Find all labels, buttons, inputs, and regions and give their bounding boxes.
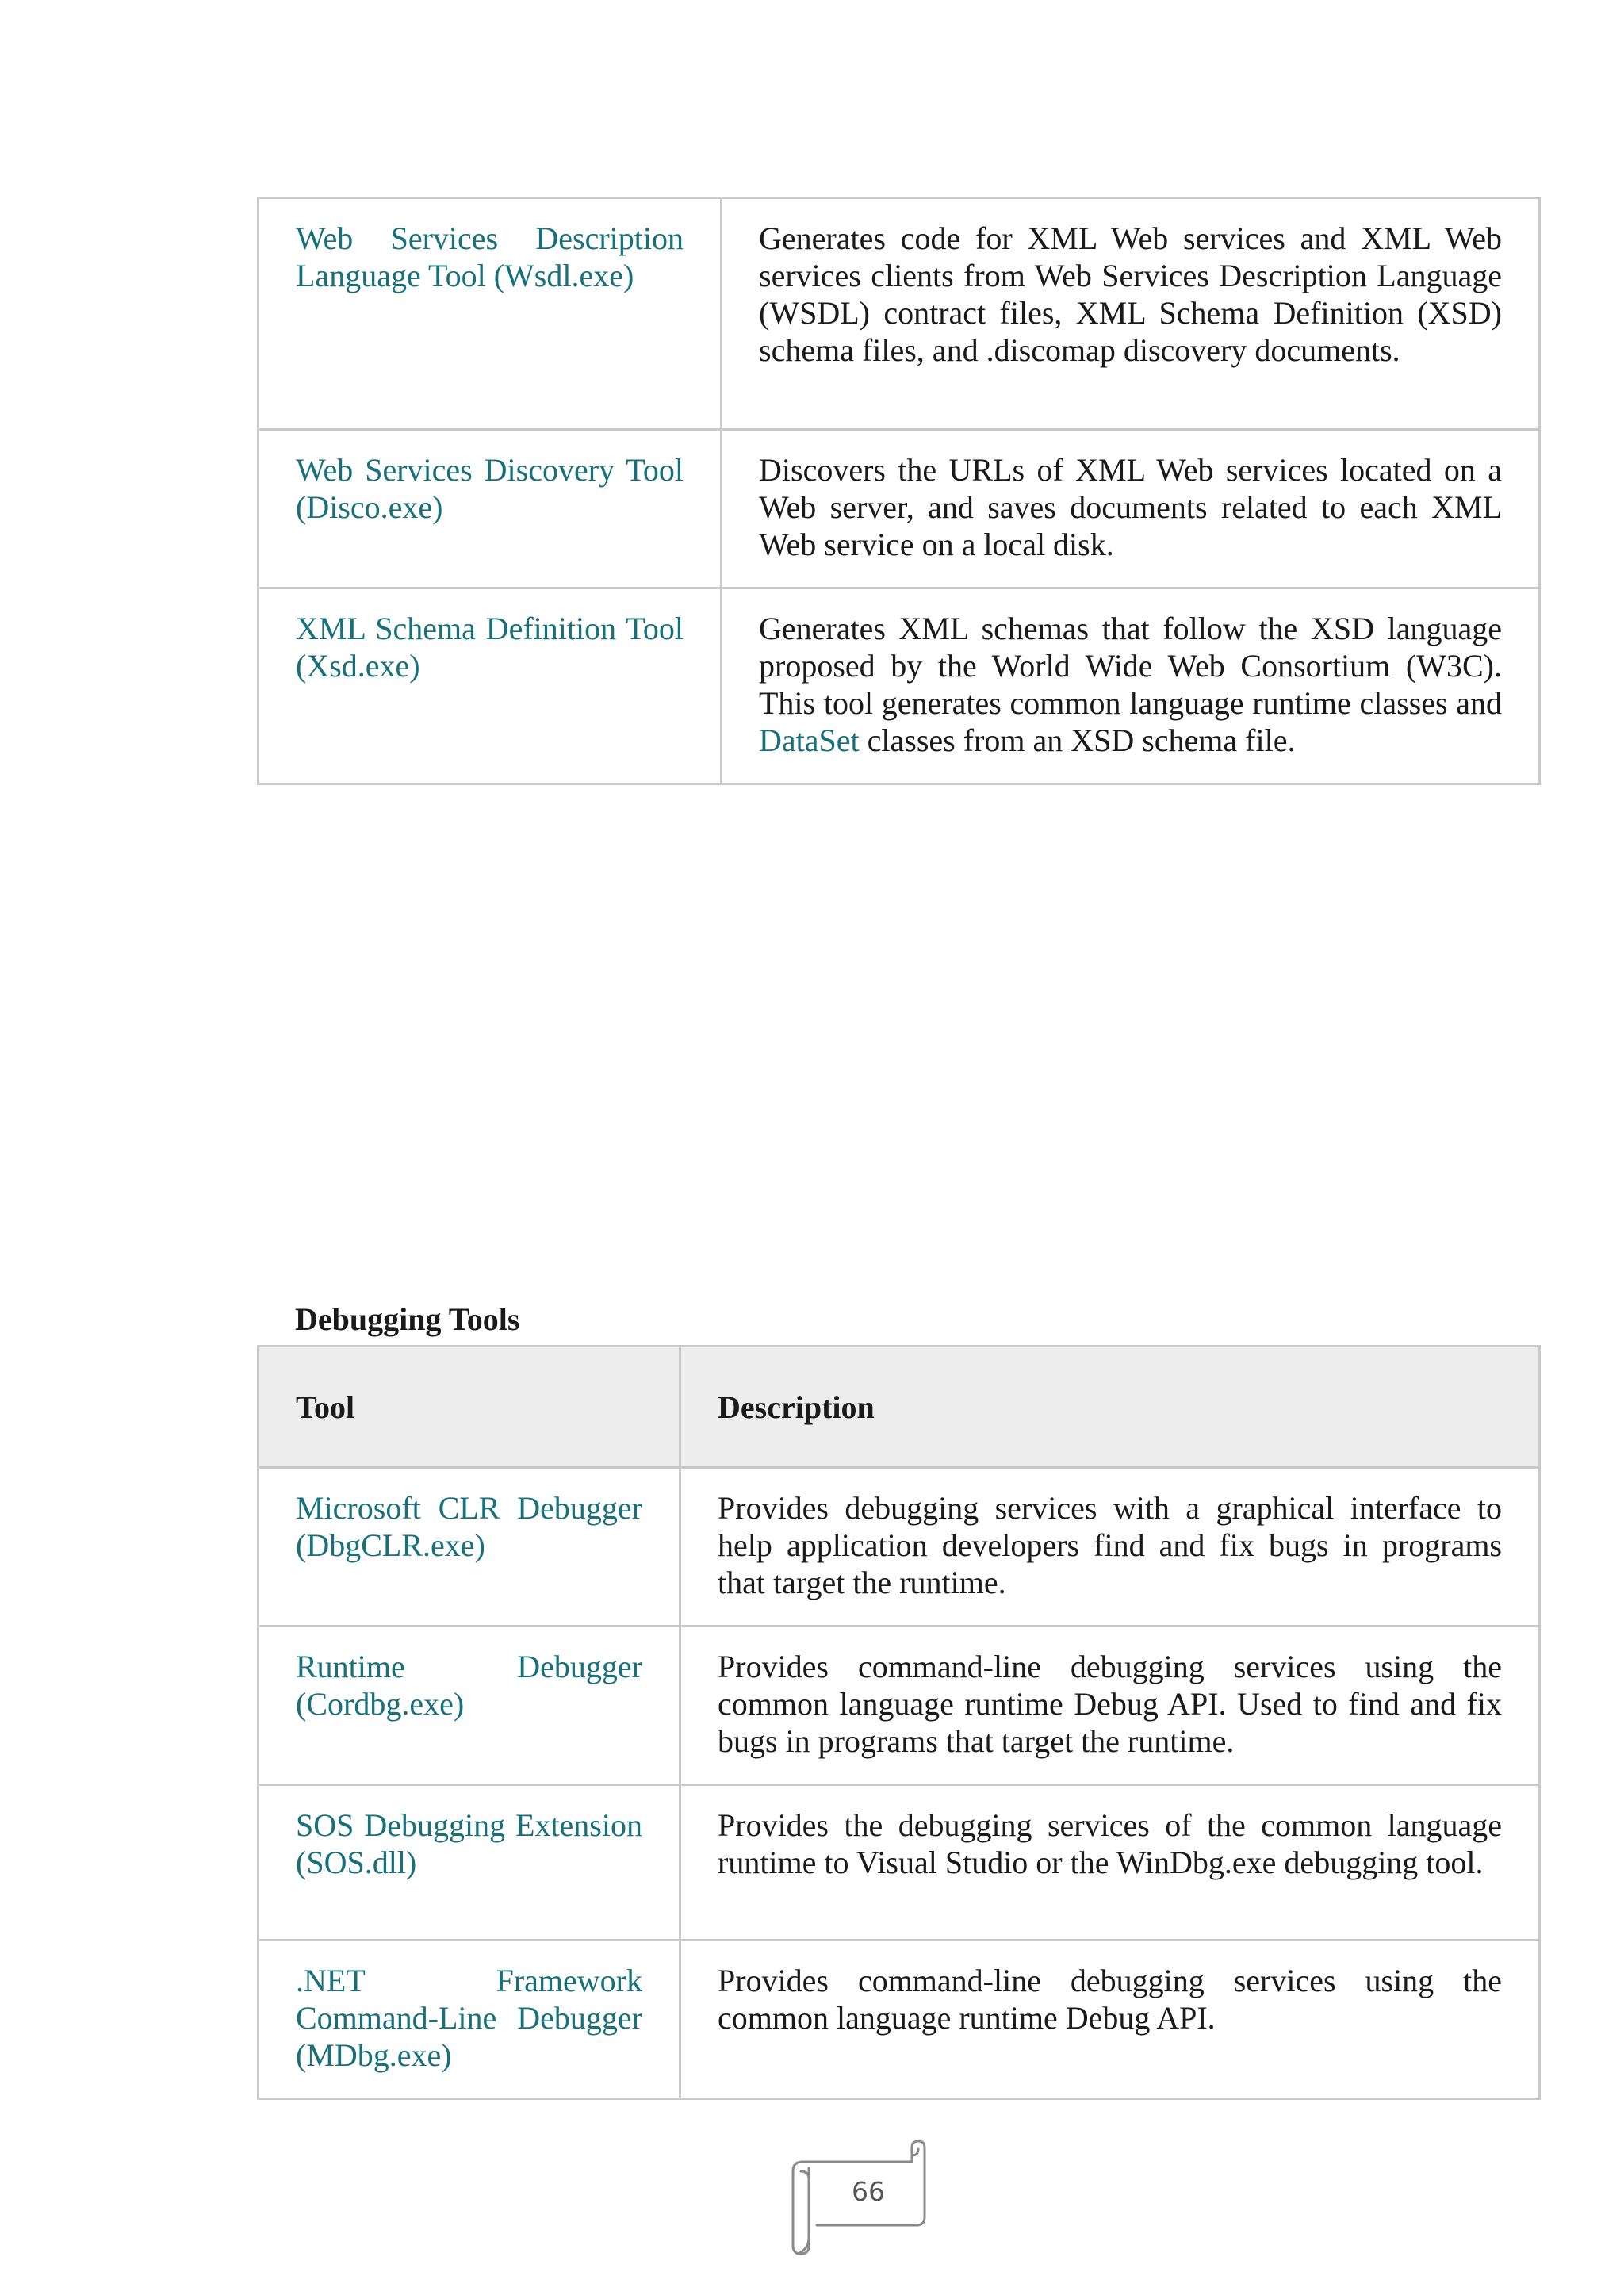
- tool-name-cell: [259, 1785, 680, 1941]
- debugging-tools-table: [257, 1345, 1541, 2100]
- table-row: [259, 198, 1540, 430]
- description-text: Generates XML schemas that follow the XSD language proposed by the World Wide Web Consortium (W3C). This tool generates common language runtime classes and: [759, 611, 1502, 721]
- tool-link-dbgclr[interactable]: Microsoft CLR Debugger (DbgCLR.exe): [296, 1490, 642, 1563]
- table-row: [259, 1941, 1540, 2099]
- tool-link-mdbg[interactable]: .NET Framework Command-Line Debugger (MDbg.exe): [296, 1963, 642, 2073]
- dataset-link[interactable]: DataSet: [759, 722, 860, 758]
- section-title: Debugging Tools: [295, 1301, 520, 1337]
- tool-name-cell: [259, 430, 722, 588]
- tool-description-cell: Provides command-line debugging services using the common language runtime Debug API. Used to find and fix bugs in programs that target the runtime.: [680, 1626, 1540, 1785]
- tool-description-cell: Discovers the URLs of XML Web services located on a Web server, and saves documents related to each XML Web service on a local disk.: [722, 430, 1540, 588]
- tool-name-cell: [259, 1468, 680, 1626]
- tool-name-cell: [259, 588, 722, 784]
- tool-link-sos[interactable]: SOS Debugging Extension (SOS.dll): [296, 1807, 642, 1880]
- tool-description-cell: Provides the debugging services of the common language runtime to Visual Studio or the WinDbg.exe debugging tool.: [680, 1785, 1540, 1941]
- table-row: [259, 1626, 1540, 1785]
- description-text: classes from an XSD schema file.: [867, 722, 1296, 758]
- tool-description-cell: Provides command-line debugging services using the common language runtime Debug API.: [680, 1941, 1540, 2099]
- tool-name-cell: [259, 198, 722, 430]
- page-number: 66: [852, 2176, 885, 2207]
- tool-name-cell: [259, 1626, 680, 1785]
- column-header-tool: Tool: [259, 1347, 680, 1468]
- table-row: [259, 430, 1540, 588]
- tool-name-cell: [259, 1941, 680, 2099]
- tool-link-wsdl[interactable]: Web Services Description Language Tool (Wsdl.exe): [296, 220, 684, 293]
- table-row: [259, 1468, 1540, 1626]
- table-row: [259, 1785, 1540, 1941]
- tool-description-cell: [722, 588, 1540, 784]
- tool-description-cell: Provides debugging services with a graphical interface to help application developers find and fix bugs in programs that target the runtime.: [680, 1468, 1540, 1626]
- tool-link-disco[interactable]: Web Services Discovery Tool (Disco.exe): [296, 452, 684, 525]
- table-header-row: [259, 1347, 1540, 1468]
- column-header-description: Description: [680, 1347, 1540, 1468]
- table-row: [259, 588, 1540, 784]
- tool-description-cell: Generates code for XML Web services and XML Web services clients from Web Services Description Language (WSDL) contract files, XML Schema Definition (XSD) schema files, and .discomap discovery documents.: [722, 198, 1540, 430]
- web-services-tools-table: [257, 197, 1541, 785]
- tool-link-cordbg[interactable]: Runtime Debugger (Cordbg.exe): [296, 1649, 642, 1722]
- tool-link-xsd[interactable]: XML Schema Definition Tool (Xsd.exe): [296, 611, 684, 684]
